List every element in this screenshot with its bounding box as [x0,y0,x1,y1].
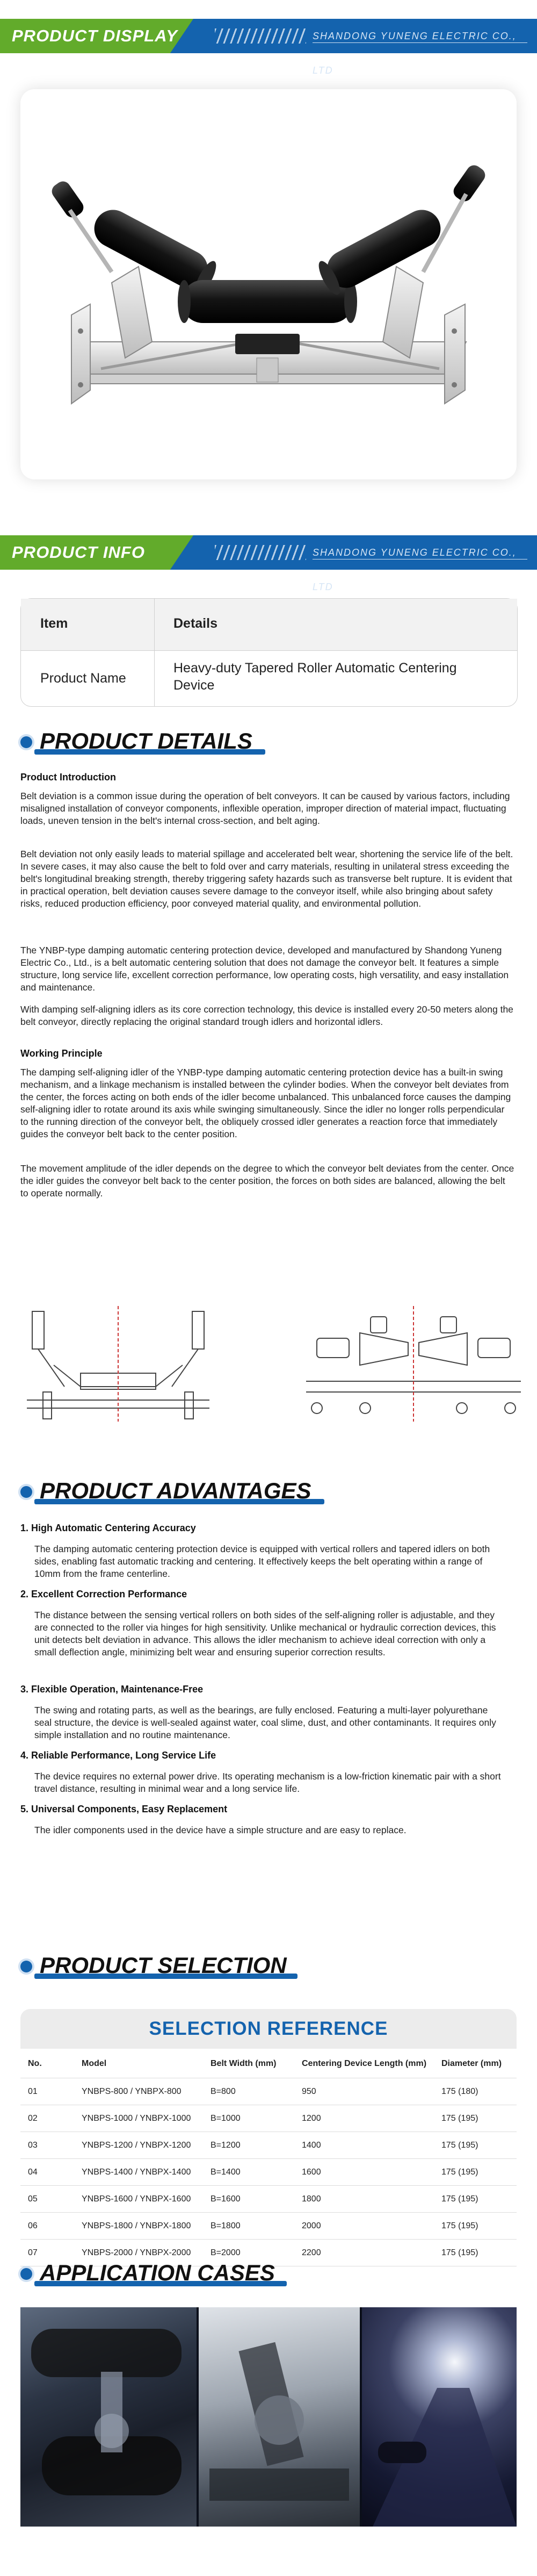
banner-hatch-decoration [215,545,306,560]
heading-bullet-icon [20,1486,32,1498]
info-header-row [21,599,517,651]
cell-diameter: 175 (180) [434,2078,517,2105]
col-header-belt-width: Belt Width (mm) [211,2059,277,2068]
advantage-title: 5. Universal Components, Easy Replacement [20,1804,228,1814]
case-photo [199,2307,360,2527]
cell-no: 06 [20,2213,74,2240]
cell-length: 1200 [294,2105,434,2132]
cell-belt-width: B=1800 [203,2213,294,2240]
banner-hatch-decoration [215,28,306,44]
heading-bullet-icon [20,1961,32,1972]
product-image [20,89,517,479]
advantage-text: The swing and rotating parts, as well as the bearings, are fully enclosed. Featuring a multi-layer polyurethane seal structure, the device is well-sealed against water, coal slime, dust, and other contaminants. It requires only simple installation and no routine maintenance. [34,1705,496,1740]
product-info-banner [0,535,537,592]
cell-model: YNBPS-1400 / YNBPX-1400 [74,2159,203,2186]
selection-table-title: SELECTION REFERENCE [20,2009,517,2049]
cell-no: 05 [20,2186,74,2213]
cell-diameter: 175 (195) [434,2159,517,2186]
cell-belt-width: B=800 [203,2078,294,2105]
cell-length: 1800 [294,2186,434,2213]
cell-belt-width: B=1200 [203,2132,294,2159]
info-column-divider [154,599,155,706]
cell-no: 02 [20,2105,74,2132]
table-row [20,2105,517,2132]
working-paragraph: The movement amplitude of the idler depends on the degree to which the conveyor belt deviates from the center. Once the idler guides the conveyor belt back to the center position, the forces on both sides are balanced, allowing the belt to operate normally. [20,1163,514,1199]
table-row [20,2159,517,2186]
cell-belt-width: B=1000 [203,2105,294,2132]
cell-diameter: 175 (195) [434,2105,517,2132]
cell-diameter: 175 (195) [434,2240,517,2266]
intro-paragraph: The YNBP-type damping automatic centering protection device, developed and manufactured by Shandong Yuneng Electric Co., Ltd., is a belt automatic centering solution that does not damage the conveyor belt. It features a simple structure, long service life, excellent correction performance, low operating costs, high versatility, and easy installation and maintenance. [20,945,509,993]
cell-length: 1400 [294,2132,434,2159]
cell-model: YNBPS-1000 / YNBPX-1000 [74,2105,203,2132]
cell-diameter: 175 (195) [434,2213,517,2240]
col-header-diameter: Diameter (mm) [441,2059,502,2068]
selection-table [20,2050,517,2266]
selection-header-row [20,2050,517,2078]
working-paragraph: The damping self-aligning idler of the YNBP-type damping automatic centering protection device has a built-in swing mechanism, and a linkage mechanism is installed between the cylinder bodies. When the conveyor belt deviates from the center, the forces acting on both ends of the idler become unbalanced. This unbalanced force causes the damping self-aligning idler to rotate around its axis while swinging simultaneously. Since the idler no longer rolls perpendicular to the running direction of the conveyor belt, the obliquely crossed idler generates a reaction force that immediately guides the conveyor belt back to the center position. [20,1067,511,1139]
side-view-drawing [21,1306,226,1424]
table-row [20,2213,517,2240]
banner-underline [313,42,527,43]
banner-title: PRODUCT INFO [12,543,145,562]
product-display-banner [0,19,537,76]
table-row [20,2186,517,2213]
cell-model: YNBPS-2000 / YNBPX-2000 [74,2240,203,2266]
banner-company: SHANDONG YUNENG ELECTRIC CO., LTD [313,547,517,592]
heading-bullet-icon [20,736,32,748]
front-view-drawing [301,1306,526,1424]
table-row [20,2078,517,2105]
cell-no: 03 [20,2132,74,2159]
case-photo [362,2307,517,2527]
banner-company: SHANDONG YUNENG ELECTRIC CO., LTD [313,31,517,76]
cell-belt-width: B=2000 [203,2240,294,2266]
cell-no: 07 [20,2240,74,2266]
cell-model: YNBPS-1800 / YNBPX-1800 [74,2213,203,2240]
info-product-name: Heavy-duty Tapered Roller Automatic Centering Device [173,661,457,693]
cell-length: 950 [294,2078,434,2105]
cell-belt-width: B=1400 [203,2159,294,2186]
cell-no: 04 [20,2159,74,2186]
product-info-table [20,598,518,707]
cell-length: 1600 [294,2159,434,2186]
intro-paragraph: Belt deviation not only easily leads to material spillage and accelerated belt wear, shortening the service life of the belt. In severe cases, it may also cause the belt to fold over and carry materials, resulting in unilateral stress exceeding the belt's longitudinal breaking strength, thereby triggering safety hazards such as transverse belt rupture. It is evident that in practical operation, belt deviation causes severe damage to the conveyor itself, while also bringing about safety risks, reduced production efficiency, poor conveyed material quality, and environmental pollution. [20,849,513,909]
col-header-model: Model [82,2059,107,2068]
advantage-title: 2. Excellent Correction Performance [20,1589,187,1599]
table-row [20,2132,517,2159]
advantage-title: 1. High Automatic Centering Accuracy [20,1523,196,1533]
cell-diameter: 175 (195) [434,2186,517,2213]
info-header-details: Details [173,616,217,631]
info-header-item: Item [40,616,68,631]
col-header-no: No. [28,2059,42,2068]
heading-bullet-icon [20,2268,32,2280]
col-header-length: Centering Device Length (mm) [302,2059,427,2068]
advantage-text: The distance between the sensing vertical rollers on both sides of the self-aligning roller is adjustable, and they are connected to the roller via hinges for high sensitivity. Unlike mechanical or hydraulic correction devices, this unit detects belt deviation in advance. This allows the idler mechanism to achieve ideal correction with only a small deflection angle, minimizing belt wear and ensuring superior correction results. [34,1610,496,1657]
cell-model: YNBPS-1600 / YNBPX-1600 [74,2186,203,2213]
advantage-title: 3. Flexible Operation, Maintenance-Free [20,1684,204,1695]
working-heading: Working Principle [20,1048,103,1059]
info-item-label: Product Name [40,671,126,686]
intro-paragraph: With damping self-aligning idlers as its core correction technology, this device is installed every 20-50 meters along the belt conveyor, directly replacing the original standard trough idlers and horizontal idlers. [20,1004,513,1027]
cell-length: 2200 [294,2240,434,2266]
application-cases-gallery [20,2307,517,2527]
advantage-title: 4. Reliable Performance, Long Service Life [20,1750,216,1761]
cell-length: 2000 [294,2213,434,2240]
banner-title: PRODUCT DISPLAY [12,26,178,45]
advantage-text: The damping automatic centering protection device is equipped with vertical rollers and tapered idlers on both sides, enabling fast automatic tracking and centering. It effectively keeps the belt operating within a range of 10mm from the frame centerline. [34,1544,490,1579]
cell-model: YNBPS-800 / YNBPX-800 [74,2078,203,2105]
cell-no: 01 [20,2078,74,2105]
advantage-text: The idler components used in the device have a simple structure and are easy to replace. [34,1825,407,1835]
intro-paragraph: Belt deviation is a common issue during the operation of belt conveyors. It can be caused by various factors, including misaligned installation of conveyor components, inflexible operation, improper direction of material impact, fluctuating loads, uneven tension in the belt's internal cross-section, and belt aging. [20,791,510,826]
advantage-text: The device requires no external power drive. Its operating mechanism is a low-friction kinematic pair with a short travel distance, resulting in minimal wear and a long service life. [34,1771,501,1794]
cell-belt-width: B=1600 [203,2186,294,2213]
product-display-card [20,89,517,479]
case-photo [20,2307,197,2527]
cell-model: YNBPS-1200 / YNBPX-1200 [74,2132,203,2159]
intro-heading: Product Introduction [20,772,116,783]
cell-diameter: 175 (195) [434,2132,517,2159]
